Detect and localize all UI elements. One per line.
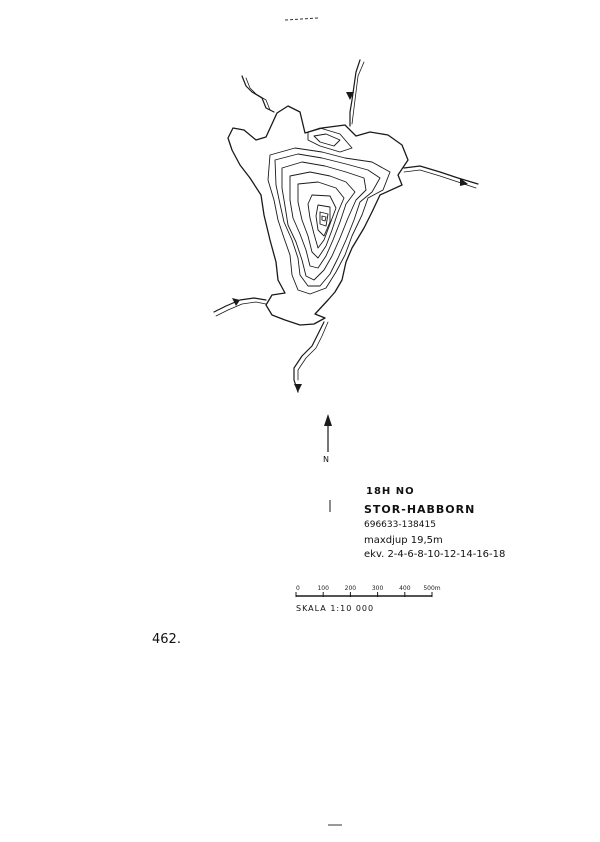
lake-coordinates: 696633-138415: [364, 520, 436, 530]
north-arrow: [324, 414, 332, 452]
max-depth: maxdjup 19,5m: [364, 535, 443, 546]
contour-2m: [268, 148, 390, 294]
lake-code: 18H NO: [366, 486, 415, 497]
stream-northwest: [242, 76, 274, 112]
flow-arrow-icon: [232, 298, 240, 306]
stream-east: [404, 166, 478, 184]
stream-outflow-south-bank: [298, 322, 328, 380]
stream-northwest-bank: [246, 78, 270, 110]
stream-west-bank: [216, 302, 266, 316]
scale-label: SKALA 1:10 000: [296, 604, 375, 613]
scale-tick-label: 0: [296, 585, 300, 592]
contour-18m: [322, 216, 326, 221]
scale-tick-label: 400: [399, 585, 411, 592]
scale-tick-label: 200: [344, 585, 357, 592]
scale-tick-label: 100: [317, 585, 329, 592]
contour-16m: [320, 212, 328, 226]
lake-name: STOR-HABBORN: [364, 503, 476, 516]
stream-east-bank: [404, 170, 476, 188]
lake-shoreline: [228, 106, 408, 325]
scale-tick-label: 500m: [423, 585, 441, 592]
north-arrow-icon: [324, 414, 332, 426]
flow-arrow-icon: [294, 384, 302, 392]
stream-north-bank: [352, 62, 364, 124]
scale-bar: [296, 585, 441, 597]
contour-12m: [308, 195, 336, 248]
contour-intervals: ekv. 2-4-6-8-10-12-14-16-18: [364, 549, 506, 560]
contour-bay-north: [308, 128, 352, 152]
scan-mark-top: [285, 18, 318, 20]
stream-outflow-south: [294, 322, 324, 392]
scale-tick-label: 300: [371, 585, 384, 592]
contour-bay-north-inner: [314, 134, 340, 146]
north-label: N: [323, 455, 329, 464]
page-number: 462.: [152, 632, 181, 647]
